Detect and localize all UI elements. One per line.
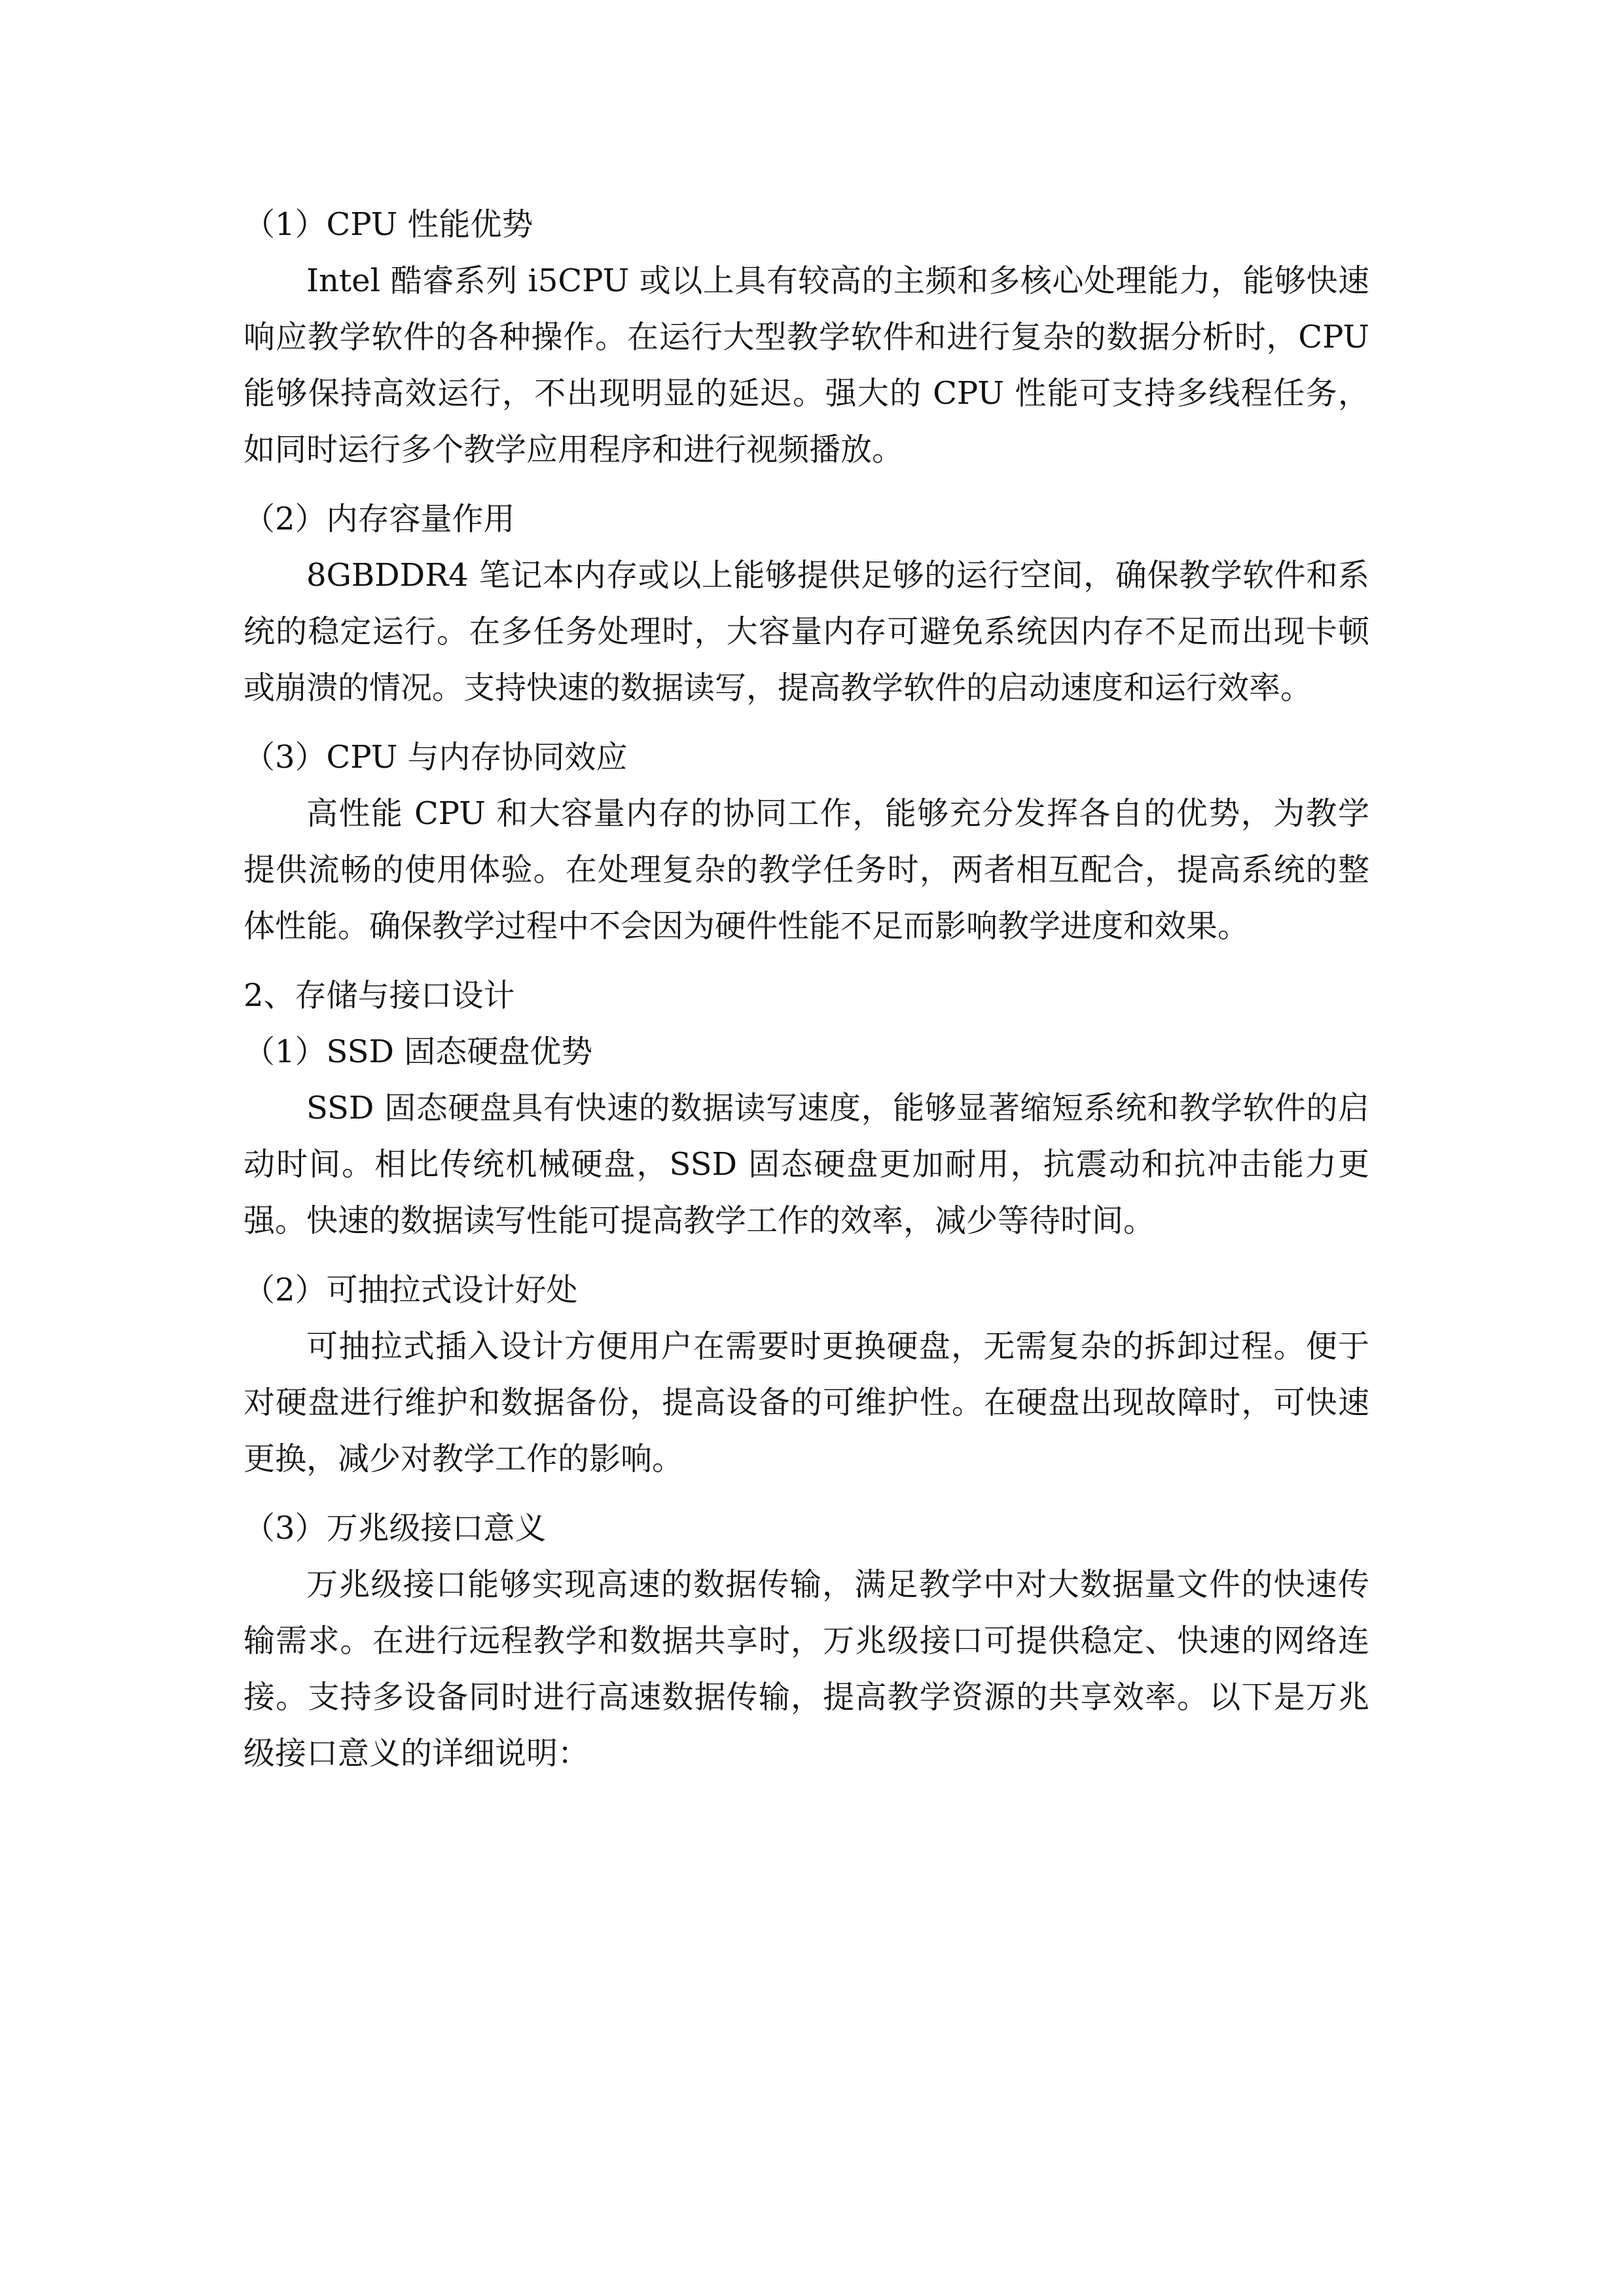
sub-heading-memory-capacity: （2）内存容量作用: [244, 501, 515, 537]
document-page: [244, 196, 1369, 1782]
sub-heading-cpu-memory-synergy: （3）CPU 与内存协同效应: [244, 739, 628, 776]
section-heading-storage-interface: 2、存储与接口设计: [244, 977, 515, 1014]
paragraph-pullout-design: 可抽拉式插入设计方便用户在需要时更换硬盘，无需复杂的拆卸过程。便于对硬盘进行维护和数据备份，提高设备的可维护性。在硬盘出现故障时，可快速更换，减少对教学工作的影响。: [244, 1328, 1369, 1477]
sub-heading-pullout-design: （2）可抽拉式设计好处: [244, 1272, 578, 1308]
sub-heading-10g-interface: （3）万兆级接口意义: [244, 1510, 547, 1547]
sub-heading-ssd-advantage: （1）SSD 固态硬盘优势: [244, 1033, 593, 1070]
paragraph-10g-interface: 万兆级接口能够实现高速的数据传输，满足教学中对大数据量文件的快速传输需求。在进行远程教学和数据共享时，万兆级接口可提供稳定、快速的网络连接。支持多设备同时进行高速数据传输，提高教学资源的共享效率。以下是万兆级接口意义的详细说明：: [244, 1566, 1369, 1772]
sub-heading-cpu-performance: （1）CPU 性能优势: [244, 206, 533, 243]
paragraph-memory-capacity: 8GBDDR4 笔记本内存或以上能够提供足够的运行空间，确保教学软件和系统的稳定运行。在多任务处理时，大容量内存可避免系统因内存不足而出现卡顿或崩溃的情况。支持快速的数据读写，提高教学软件的启动速度和运行效率。: [244, 557, 1369, 706]
paragraph-cpu-performance: Intel 酷睿系列 i5CPU 或以上具有较高的主频和多核心处理能力，能够快速响应教学软件的各种操作。在运行大型教学软件和进行复杂的数据分析时，CPU 能够保持高效运行，不出现明显的延迟。强大的 CPU 性能可支持多线程任务，如同时运行多个教学应用程序和进行视频播放。: [244, 262, 1369, 468]
paragraph-cpu-memory-synergy: 高性能 CPU 和大容量内存的协同工作，能够充分发挥各自的优势，为教学提供流畅的使用体验。在处理复杂的教学任务时，两者相互配合，提高系统的整体性能。确保教学过程中不会因为硬件性能不足而影响教学进度和效果。: [244, 795, 1369, 944]
paragraph-ssd-advantage: SSD 固态硬盘具有快速的数据读写速度，能够显著缩短系统和教学软件的启动时间。相比传统机械硬盘，SSD 固态硬盘更加耐用，抗震动和抗冲击能力更强。快速的数据读写性能可提高教学工作的效率，减少等待时间。: [244, 1090, 1369, 1239]
